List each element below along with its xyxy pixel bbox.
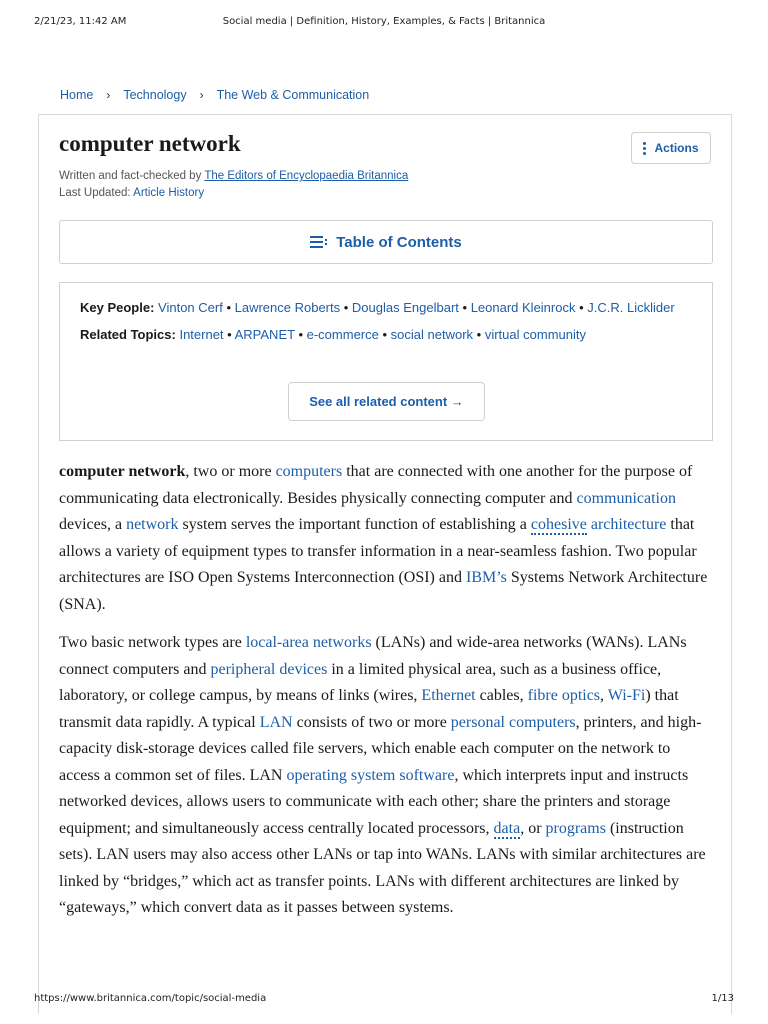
written-by-prefix: Written and fact-checked by [59, 170, 202, 182]
related-topics-label: Related Topics: [80, 327, 180, 342]
link-wi-fi[interactable]: Wi-Fi [607, 687, 646, 704]
text-run: , printers, and high-capacity disk-storage devices called file servers, which enable each computer on the network to access a common set of files. LAN [59, 713, 702, 784]
article-history-link[interactable]: Article History [133, 187, 205, 199]
print-page-number: 1/13 [711, 993, 734, 1004]
related-topic-link[interactable]: e-commerce [306, 327, 379, 342]
authors-link[interactable]: The Editors of Encyclopaedia Britannica [204, 170, 409, 182]
bullet: • [343, 300, 352, 315]
key-person-link[interactable]: Lawrence Roberts [234, 300, 341, 315]
breadcrumb-separator: › [106, 88, 111, 102]
breadcrumb-separator: › [199, 88, 204, 102]
text-run: , two or more [185, 463, 276, 480]
text-run: in a limited physical area, such as a business office, laboratory, or college campus, by means of links (wires, [59, 660, 662, 704]
link-network[interactable]: network [126, 516, 179, 533]
print-datetime: 2/21/23, 11:42 AM [34, 16, 127, 27]
print-footer [34, 993, 734, 1007]
text-run: consists of two or more [292, 713, 451, 731]
toc-label: Table of Contents [336, 233, 462, 251]
text-run: Two basic network types are [59, 634, 246, 651]
more-vertical-icon [643, 142, 646, 155]
text-run: devices, a [59, 516, 127, 533]
text-run: , or [520, 819, 546, 837]
term-bold: computer network [59, 463, 186, 480]
related-topic-link[interactable]: ARPANET [234, 327, 295, 342]
bullet: • [382, 327, 391, 342]
bullet: • [227, 327, 235, 342]
text-run: (instruction sets). LAN users may also access other LANs or tap into WANs. LANs with similar architectures are linked by “bridges,” which act as transfer points. LANs with different architectures are linked by “gateways,” which convert data as it passes between systems. [59, 819, 706, 916]
text-run: (LANs) and wide-area networks (WANs). LANs connect computers and [59, 634, 687, 678]
bullet: • [476, 327, 485, 342]
list-icon [310, 236, 328, 248]
key-person-link[interactable]: J.C.R. Licklider [587, 300, 675, 315]
breadcrumb-web-communication[interactable]: The Web & Communication [216, 88, 370, 102]
table-of-contents-button[interactable] [59, 220, 713, 264]
bullet: • [579, 300, 588, 315]
key-person-link[interactable]: Vinton Cerf [158, 300, 223, 315]
text-run: system serves the important function of establishing a [178, 516, 531, 533]
text-run: , [600, 687, 608, 704]
link-peripheral-devices[interactable]: peripheral devices [210, 660, 328, 678]
byline [59, 168, 408, 202]
paragraph [59, 459, 713, 618]
link-computers[interactable]: computers [275, 463, 343, 480]
text-run: cables, [475, 687, 528, 704]
related-topics-row [80, 326, 692, 344]
text-run: Systems Network Architecture (SNA). [59, 569, 708, 613]
related-topic-link[interactable]: Internet [179, 327, 224, 342]
see-all-related-button[interactable]: See all related content → [288, 382, 485, 421]
link-cohesive[interactable]: cohesive [530, 516, 587, 533]
key-person-link[interactable]: Leonard Kleinrock [470, 300, 576, 315]
bullet: • [298, 327, 307, 342]
text-run: ) that transmit data rapidly. A typical [59, 687, 679, 731]
page-title: computer network [59, 131, 241, 156]
link-lan[interactable]: LAN [259, 713, 293, 731]
key-people-row [80, 299, 692, 317]
article-card [38, 114, 732, 1014]
link-local-area-networks[interactable]: local-area networks [245, 634, 372, 651]
bullet: • [462, 300, 471, 315]
paragraph [59, 630, 713, 922]
bullet: • [226, 300, 235, 315]
actions-label: Actions [654, 141, 699, 155]
text-run: that are connected with one another for the purpose of communicating data electronically. Besides physically connecting computer and [59, 463, 693, 507]
actions-button[interactable] [631, 132, 711, 164]
link-personal-computers[interactable]: personal computers [450, 713, 576, 731]
link-data[interactable]: data [493, 819, 521, 837]
breadcrumb-home[interactable]: Home [60, 88, 94, 102]
link-architecture[interactable]: architecture [590, 516, 667, 533]
article-body [59, 459, 713, 934]
link-communication[interactable]: communication [576, 489, 676, 507]
link-ethernet[interactable]: Ethernet [421, 687, 476, 704]
text-run: that allows a variety of equipment types to transfer information in a near-seamless fashion. Two popular architectures are ISO Open Systems Interconnection (OSI) and [59, 516, 697, 586]
link-fibre-optics[interactable]: fibre optics [527, 687, 601, 704]
print-doc-title: Social media | Definition, History, Examples, & Facts | Britannica [222, 16, 546, 27]
print-url: https://www.britannica.com/topic/social-media [34, 993, 267, 1004]
related-topic-link[interactable]: virtual community [484, 327, 586, 342]
print-header [34, 16, 734, 30]
text-run: , which interprets input and instructs networked devices, allows users to communicate with each other; share the printers and storage equipment; and simultaneously access centrally located processors, [59, 766, 689, 837]
last-updated-prefix: Last Updated: [59, 187, 131, 199]
link-programs[interactable]: programs [545, 819, 606, 837]
breadcrumb [60, 88, 369, 102]
breadcrumb-technology[interactable]: Technology [123, 88, 187, 102]
key-people-label: Key People: [80, 300, 159, 315]
key-person-link[interactable]: Douglas Engelbart [351, 300, 459, 315]
quick-facts-box [59, 282, 713, 441]
link-ibm[interactable]: IBM’s [465, 569, 507, 586]
link-operating-system-software[interactable]: operating system software [286, 766, 455, 784]
related-topic-link[interactable]: social network [390, 327, 474, 342]
